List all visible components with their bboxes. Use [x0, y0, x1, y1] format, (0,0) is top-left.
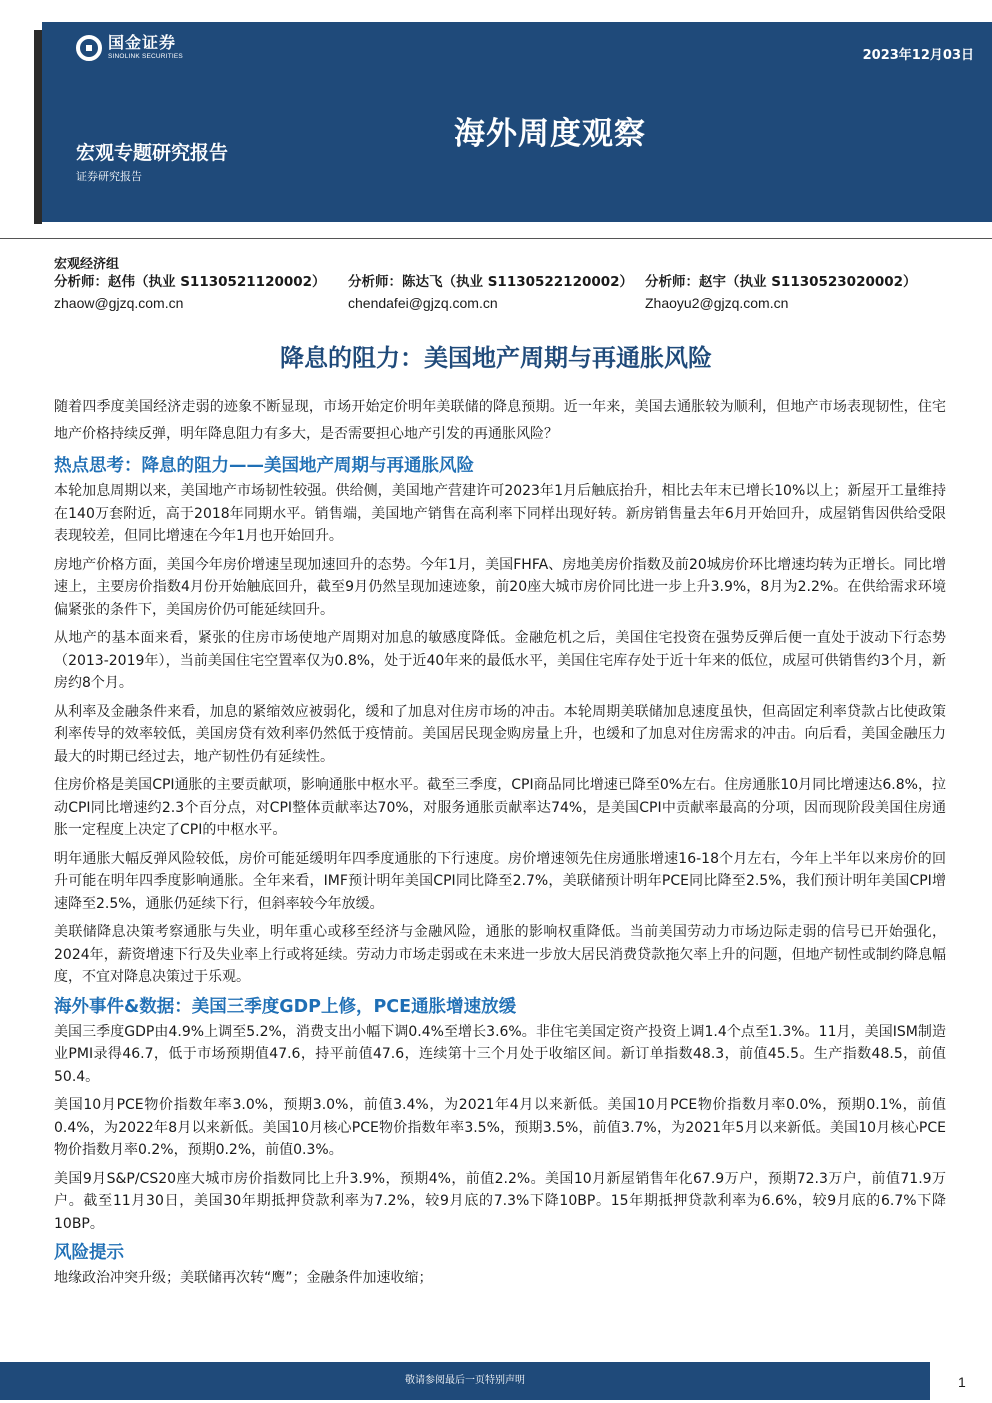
section-heading: 海外事件&数据：美国三季度GDP上修，PCE通胀增速放缓: [54, 996, 517, 1017]
body-paragraph: 住房价格是美国CPI通胀的主要贡献项，影响通胀中枢水平。截至三季度，CPI商品同比增速已降至0%左右。住房通胀10月同比增速达6.8%，拉动CPI同比增速约2.3个百分点，对CPI整体贡献率达70%，对服务通胀贡献率达74%，是美国CPI中贡献率最高的分项，因而现阶段美国住房通胀一定程度上决定了CPI的中枢水平。: [54, 777, 946, 838]
body-paragraph: 地缘政治冲突升级；美联储再次转“鹰”；金融条件加速收缩；: [54, 1270, 433, 1286]
document-title: 降息的阻力：美国地产周期与再通胀风险: [280, 344, 712, 372]
body-paragraph: 美联储降息决策考察通胀与失业，明年重心或移至经济与金融风险，通胀的影响权重降低。当前美国劳动力市场边际走弱的信号已开始强化，2024年，薪资增速下行及失业率上行或将延续。劳动力市场走弱或在未来进一步放大居民消费贷款拖欠率上升的问题，但地产韧性或制约降息幅度，不宜对降息决策过于乐观。: [54, 924, 946, 985]
analyst-email[interactable]: Zhaoyu2@gjzq.com.cn: [645, 295, 789, 311]
analyst-email[interactable]: chendafei@gjzq.com.cn: [348, 295, 498, 311]
body-paragraph: 明年通胀大幅反弹风险较低，房价可能延缓明年四季度通胀的下行速度。房价增速领先住房通胀增速16-18个月左右，今年上半年以来房价的回升可能在明年四季度影响通胀。全年来看，IMF预计明年美国CPI同比降至2.7%，美联储预计明年PCE同比降至2.5%，我们预计明年美国CPI增速降至2.5%，通胀仍延续下行，但斜率较今年放缓。: [54, 850, 946, 912]
body-paragraph: 本轮加息周期以来，美国地产市场韧性较强。供给侧，美国地产营建许可2023年1月后触底抬升，相比去年末已增长10%以上；新屋开工量维持在140万套附近，高于2018年同期水平。销售端，美国地产销售在高利率下同样出现好转。新房销售量去年6月开始回升，成屋销售因供给受限表现较差，但同比增速在今年1月也开始回升。: [54, 483, 946, 544]
analyst-name: 分析师：赵伟（执业 S1130521120002）: [54, 274, 326, 290]
footer-bar: 敬请参阅最后一页特别声明: [0, 1362, 930, 1400]
logo-cn-text: 国金证券: [108, 33, 177, 52]
body-paragraph: 美国9月S&P/CS20座大城市房价指数同比上升3.9%，预期4%，前值2.2%。美国10月新屋销售年化67.9万户，预期72.3万户，前值71.9万户。截至11月30日，美国30年期抵押贷款利率为7.2%，较9月底的7.3%下降10BP。15年期抵押贷款利率为6.6%，较9月底的6.7%下降10BP。: [54, 1170, 946, 1232]
analyst-block: [348, 272, 633, 314]
company-logo: [76, 34, 183, 61]
author-group: 宏观经济组: [54, 257, 120, 272]
report-type: 证券研究报告: [76, 170, 142, 183]
section-heading: 风险提示: [54, 1243, 124, 1263]
section-heading: 热点思考：降息的阻力——美国地产周期与再通胀风险: [54, 456, 474, 476]
header-divider: [0, 238, 992, 239]
analyst-name: 分析师：赵宇（执业 S1130523020002）: [645, 274, 917, 290]
analyst-name: 分析师：陈达飞（执业 S1130522120002）: [348, 274, 634, 290]
intro-paragraph: 随着四季度美国经济走弱的迹象不断显现，市场开始定价明年美联储的降息预期。近一年来，美国去通胀较为顺利，但地产市场表现韧性，住宅地产价格持续反弹，明年降息阻力有多大，是否需要担心地产引发的再通胀风险？: [54, 399, 946, 442]
header-shadow: [34, 30, 42, 224]
body-paragraph: 房地产价格方面，美国今年房价增速呈现加速回升的态势。今年1月，美国FHFA、房地美房价指数及前20城房价环比增速均转为正增长。同比增速上，主要房价指数4月份开始触底回升，截至9月仍然呈现加速迹象，前20座大城市房价同比进一步上升3.9%，8月为2.2%。在供给需求环境偏紧张的条件下，美国房价仍可能延续回升。: [54, 556, 946, 618]
body-paragraph: 美国10月PCE物价指数年率3.0%，预期3.0%，前值3.4%，为2021年4月以来新低。美国10月PCE物价指数月率0.0%，预期0.1%，前值0.4%，为2022年8月以来新低。美国10月核心PCE物价指数年率3.5%，预期3.5%，前值3.7%，为2021年5月以来新低。美国10月核心PCE物价指数月率0.2%，预期0.2%，前值0.3%。: [54, 1097, 946, 1158]
body-paragraph: 美国三季度GDP由4.9%上调至5.2%，消费支出小幅下调0.4%至增长3.6%。非住宅美国定资产投资上调1.4个点至1.3%。11月，美国ISM制造业PMI录得46.7，低于市场预期值47.6，持平前值47.6，连续第十三个月处于收缩区间。新订单指数48.3，前值45.5。生产指数48.5，前值50.4。: [54, 1023, 946, 1085]
report-body: [54, 394, 946, 1296]
report-date: 2023年12月03日: [862, 48, 974, 63]
logo-en-text: SINOLINK SECURITIES: [108, 53, 183, 60]
body-paragraph: 从地产的基本面来看，紧张的住房市场使地产周期对加息的敏感度降低。金融危机之后，美国住宅投资在强势反弹后便一直处于波动下行态势（2013-2019年），当前美国住宅空置率仅为0.8%，处于近40年来的最低水平，美国住宅库存处于近十年来的低位，成屋可供销售约3个月，新房约8个月。: [54, 630, 946, 691]
main-title: 海外周度观察: [454, 116, 646, 152]
analyst-block: [645, 272, 917, 314]
body-paragraph: 从利率及金融条件来看，加息的紧缩效应被弱化，缓和了加息对住房市场的冲击。本轮周期美联储加息速度虽快，但高固定利率贷款占比使政策利率传导的效率较低，美国房贷有效利率仍然低于疫情前。美国居民现金购房量上升，也缓和了加息对住房需求的冲击。向后看，美国金融压力最大的时期已经过去，地产韧性仍有延续性。: [54, 703, 946, 765]
analyst-email[interactable]: zhaow@gjzq.com.cn: [54, 295, 184, 311]
logo-icon: [76, 35, 102, 61]
report-series: 宏观专题研究报告: [76, 142, 229, 164]
page-number: 1: [958, 1374, 966, 1390]
report-header: [42, 22, 992, 222]
analyst-block: [54, 272, 326, 314]
